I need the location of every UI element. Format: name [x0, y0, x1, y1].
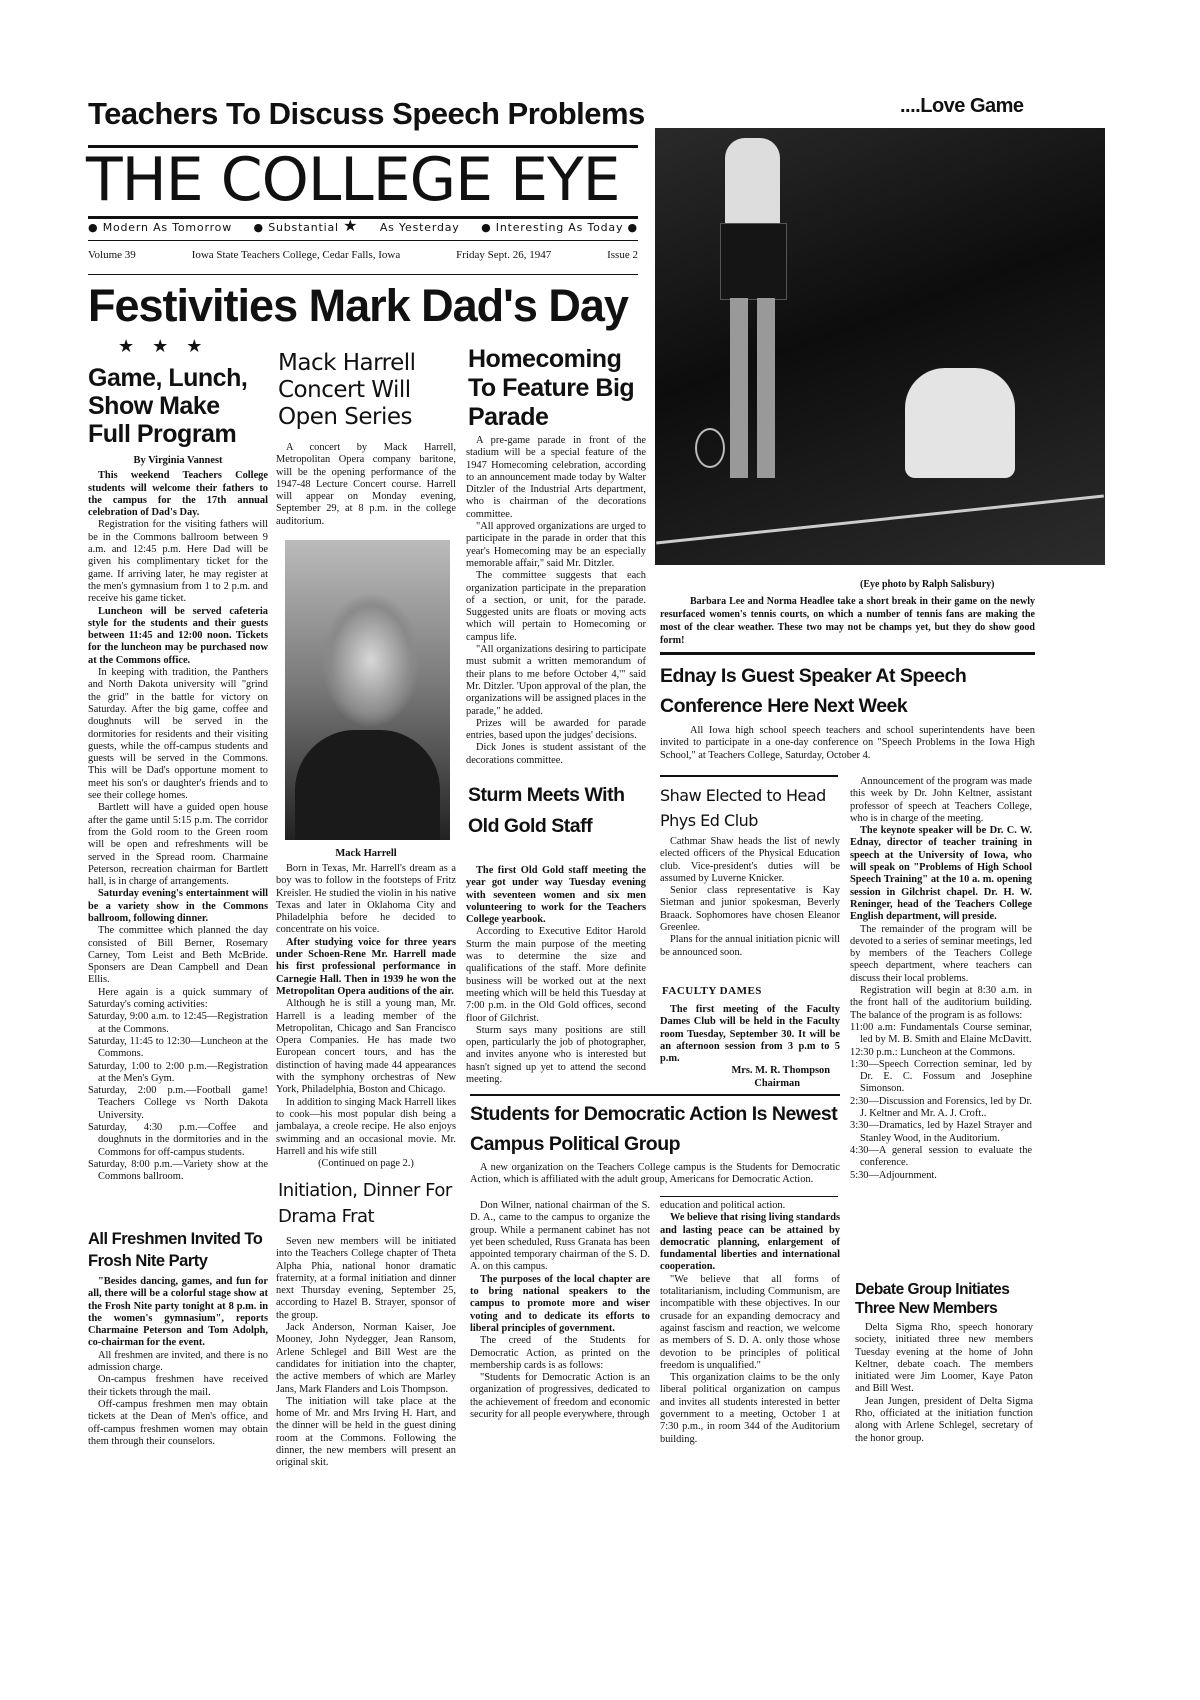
photo-credit: (Eye photo by Ralph Salisbury) [860, 579, 995, 590]
harrell-article [276, 863, 456, 1170]
paragraph: Although he is still a young man, Mr. Harrell is a leading member of the Metropolitan, Chicago and San Francisco Opera Companies. He has made two European concert tours, and has the distinction of having made 44 appearances with the symphony orchestras of New York, Philadelphia, Boston and Chicago. [276, 998, 456, 1096]
paragraph: education and political action. [660, 1200, 786, 1211]
section-rule [660, 1196, 838, 1197]
paragraph: Delta Sigma Rho, speech honorary society, initiated three new members Tuesday evening at the home of John Keltner, debate coach. The members initiated were Jim Loomer, Kaye Paton and Bill West. [855, 1322, 1033, 1395]
issue-date: Friday Sept. 26, 1947 [456, 249, 552, 261]
paragraph: We believe that rising living standards and lasting peace can be attained by democratic planning, enlargement of fundamental liberties and international cooperation. [660, 1212, 841, 1273]
sda-intro [470, 1162, 840, 1187]
sda-article-left [470, 1200, 650, 1421]
schedule-item: Saturday, 1:00 to 2:00 p.m.—Registration at the Men's Gym. [88, 1060, 268, 1084]
schedule-item: Saturday, 4:30 p.m.—Coffee and doughnuts in the dormitories and in the Commons for off-campus students. [88, 1122, 268, 1158]
sturm-article [466, 865, 646, 1086]
paragraph: Announcement of the program was made this week by Dr. John Keltner, assistant professor of speech at Teachers College, who is in charge of the meeting. [850, 776, 1032, 824]
paragraph: "All organizations desiring to participate must submit a written memorandum of their plans to me before October 4,'" said Mr. Ditzler. 'Upon approval of the plan, the organizations will be assigned places in the parade," he added. [466, 644, 646, 717]
photo-caption: Barbara Lee and Norma Headlee take a short break in their game on the newly resurfaced women's tennis courts, on which a number of tennis fans are making the most of the clear weather. These two may not be champs yet, but they do show good form! [660, 596, 1035, 646]
schedule-item: 4:30—A general session to evaluate the conference. [850, 1144, 1032, 1169]
paragraph: Jean Jungen, president of Delta Sigma Rho, officiated at the initiation function along with Arlene Schlegel, secretary of the honor group. [855, 1395, 1033, 1444]
harrell-photo-caption: Mack Harrell [335, 848, 397, 859]
frosh-article [88, 1276, 268, 1448]
volume: Volume 39 [88, 249, 136, 261]
paragraph: This weekend Teachers College students will welcome their fathers to the campus for the 17th annual celebration of Dad's Day. [88, 470, 268, 519]
debate-headline: Debate Group Initiates Three New Members [855, 1281, 1010, 1317]
paragraph: Sturm says many positions are still open, particularly the job of photographer, and invites anyone who is interested but hasn't signed up yet to attend the second meeting. [466, 1024, 646, 1086]
slogan-part: ● Modern As Tomorrow [88, 221, 232, 234]
stars-ornament: ★ ★ ★ [118, 336, 203, 356]
continued-note: (Continued on page 2.) [318, 1158, 414, 1170]
harrell-headline: Mack Harrell Concert Will Open Series [278, 350, 416, 430]
ednay-headline: Ednay Is Guest Speaker At Speech Conference Here Next Week [660, 665, 967, 717]
player-standing-skirt [720, 223, 787, 300]
paragraph: The first Old Gold staff meeting the year got under way Tuesday evening with seventeen women and six men volunteering to work for the Teachers College yearbook. [466, 865, 646, 926]
dames-article [660, 1004, 840, 1090]
schedule-item: Saturday, 9:00 a.m. to 12:45—Registration at the Commons. [88, 1011, 268, 1035]
dads-day-headline: Game, Lunch, Show Make Full Program [88, 364, 248, 448]
paragraph: Don Wilner, national chairman of the S. D. A., came to the campus to organize the group. While a permanent cabinet has not yet been scheduled, Russ Granata has been appointed temporary chairman of the S. D. A. on this campus. [470, 1200, 650, 1273]
paragraph: Plans for the annual initiation picnic will be announced soon. [660, 934, 840, 958]
paragraph: In addition to singing Mack Harrell likes to cook—his most popular dish being a jambalaya, a creole recipe. He also enjoys swimming and an occasional movie. Mr. Harrell and his wife still [276, 1096, 456, 1157]
ednay-article [850, 776, 1032, 1182]
schedule-item: 12:30 p.m.: Luncheon at the Commons. [850, 1046, 1016, 1058]
paragraph: The committee suggests that each organization participate in the preparation of a section, or unit, for the parade. Suggested units are floats or moving acts which will pertain to Homecoming or campus life. [466, 570, 646, 643]
signer: Mrs. M. R. Thompson [731, 1065, 830, 1077]
schedule-item: Saturday, 2:00 p.m.—Football game! Teachers College vs North Dakota University. [88, 1085, 268, 1121]
paragraph: Saturday evening's entertainment will be a variety show in the Commons ballroom, following dinner. [88, 888, 268, 924]
top-headline: Teachers To Discuss Speech Problems [88, 96, 645, 131]
paragraph: The creed of the Students for Democratic Action, as printed on the membership cards is as follows: [470, 1335, 650, 1371]
shaw-headline: Shaw Elected to Head Phys Ed Club [660, 786, 826, 830]
court-line [656, 494, 1104, 544]
paragraph: The initiation will take place at the home of Mr. and Mrs Irving H. Hart, and the dinner will be held in the guest dining room at the Commons. Following the dinner, the new members will present an original skit. [276, 1395, 456, 1469]
slogan-part: As Yesterday [379, 221, 460, 234]
paragraph: Registration for the visiting fathers will be in the Commons ballroom between 9 a.m. and 12:45 p.m. Here Dad will be given his complimentary ticket for the game. If arriving later, he may register at the men's gymnasium from 1 to 2 p.m. and receive his game ticket. [88, 519, 268, 605]
section-rule [660, 652, 1035, 655]
schedule-item: Saturday, 8:00 p.m.—Variety show at the Commons ballroom. [88, 1158, 268, 1183]
homecoming-article [466, 435, 646, 767]
section-rule [660, 775, 838, 777]
paragraph: Prizes will be awarded for parade entries, based upon the judges' decisions. [466, 717, 646, 742]
player-standing-legs [730, 298, 775, 478]
paragraph: All Iowa high school speech teachers and school superintendents have been invited to participate in a one-day conference on "Speech Problems in the Iowa High School," at Teachers College, Saturday, October 4. [660, 725, 1035, 761]
section-rule [470, 1094, 840, 1096]
masthead-slogan [88, 216, 638, 235]
harrell-article-intro [276, 442, 456, 528]
masthead-title: THE COLLEGE EYE [86, 145, 620, 215]
paragraph: Jack Anderson, Norman Kaiser, Joe Mooney, John Nydegger, Jean Ransom, Arlene Schlegel and Bill West are the candidates for initiation into the chapter, the active members of which are Marley Jans, Mark Flanders and Lois Thompson. [276, 1322, 456, 1395]
byline: By Virginia Vannest [133, 455, 223, 466]
sturm-headline: Sturm Meets With Old Gold Staff [468, 784, 625, 837]
paragraph: The remainder of the program will be devoted to a series of seminar meetings, led by members of the Teachers College speech department, where teachers can discuss their local problems. [850, 923, 1032, 984]
love-game-teaser: ....Love Game [900, 95, 1024, 117]
paragraph: The keynote speaker will be Dr. C. W. Ednay, director of teacher training in speech at the University of Iowa, who will speak on "Problems of High School Speech Training" at the 10 a. m. opening session in Gilchrist chapel. Dr. H. W. Reninger, head of the Teachers College English department, will preside. [850, 825, 1032, 923]
paragraph: "Students for Democratic Action is an organization of progressives, dedicated to the achievement of freedom and economic security for all people everywhere, through [470, 1372, 650, 1421]
main-headline: Festivities Mark Dad's Day [88, 280, 628, 331]
paragraph: The committee which planned the day consisted of Bill Berner, Rosemary Carney, Tom Leist and Beth McBride. Sponsers are Dean Campbell and Dean Ellis. [88, 925, 268, 986]
schedule-item: 11:00 a.m: Fundamentals Course seminar, led by M. B. Smith and Elaine McDavitt. [850, 1021, 1032, 1046]
shaw-article [660, 836, 840, 959]
masthead-rule [88, 274, 638, 275]
player-kneeling [905, 368, 1015, 478]
mack-harrell-photo [285, 540, 450, 840]
paragraph: "Besides dancing, games, and fun for all, there will be a colorful stage show at the Frosh Nite party tonight at 8 p.m. in the women's gymnasium", reports Charmaine Peterson and Tom Adolph, co-chairman for the event. [88, 1276, 268, 1349]
paragraph: A new organization on the Teachers College campus is the Students for Democratic Action, which is affiliated with the adult group, Americans for Democratic Action. [470, 1162, 840, 1186]
player-standing [725, 138, 780, 228]
paragraph: "All approved organizations are urged to participate in the parade in order that this year's Homecoming may be an especially memorable affair," said Mr. Ditzler. [466, 521, 646, 569]
paragraph: In keeping with tradition, the Panthers and North Dakota university will "grind the grid" in the battle for victory on Saturday. After the big game, coffee and doughnuts will be served in the dormitories for residents and their visiting guests, while the off-campus students and guests will be served in the Commons. This will be Dad's opportune moment to meet his son's or daughter's friends and to see their college homes. [88, 667, 268, 802]
paragraph: Cathmar Shaw heads the list of newly elected officers of the Physical Education club. Vice-president's duties will be assumed by Luverne Knicker. [660, 836, 840, 884]
schedule-item: Saturday, 11:45 to 12:30—Luncheon at the Commons. [88, 1035, 268, 1060]
paragraph: A concert by Mack Harrell, Metropolitan Opera company baritone, will be the opening performance of the 1947-48 Lecture Concert course. Harrell will appear on Monday evening, September 29, at 8 p.m. in the college auditorium. [276, 442, 456, 527]
masthead-rule [88, 216, 638, 219]
slogan-part: ● Substantial ★ [253, 216, 359, 235]
tennis-racket-icon [695, 428, 725, 468]
paragraph: Dick Jones is student assistant of the decorations committee. [466, 742, 646, 766]
paragraph: Born in Texas, Mr. Harrell's dream as a boy was to follow in the footsteps of Fritz Kreisler. He studied the violin in his native Texas and later in Oklahoma City and Philadelphia before he decided to concentrate on his voice. [276, 863, 456, 936]
paragraph: All freshmen are invited, and there is no admission charge. [88, 1349, 268, 1374]
paragraph: The purposes of the local chapter are to bring national speakers to the campus to promote more and wiser voting and to dedicate its efforts to liberal principles of government. [470, 1273, 650, 1334]
suit-shape [295, 730, 440, 840]
drama-article [276, 1236, 456, 1470]
masthead-info-line [88, 249, 638, 261]
dames-headline: FACULTY DAMES [662, 985, 762, 997]
paragraph: After studying voice for three years under Schoen-Rene Mr. Harrell made his first professional performance in Carnegie Hall. Then in 1939 he won the Metropolitan Opera auditions of the air. [276, 936, 456, 997]
paragraph: This organization claims to be the only liberal political organization on campus and invites all students interested in better government to a meeting, October 1 at 7:30 p.m., in room 344 of the Auditorium building. [660, 1372, 840, 1445]
paragraph: Registration will begin at 8:30 a.m. in the front hall of the auditorium building. The balance of the program is as follows: [850, 985, 1032, 1021]
paragraph: According to Executive Editor Harold Sturm the main purpose of the meeting was to determine the size and qualifications of the staff. More definite business will be worked out at the next meeting which will be held this Tuesday at 7:00 p.m. in the Old Gold offices, second floor of Gilchrist. [466, 926, 646, 1024]
frosh-headline: All Freshmen Invited To Frosh Nite Party [88, 1230, 263, 1270]
issue-number: Issue 2 [607, 249, 638, 261]
debate-article [855, 1322, 1033, 1445]
dads-day-article [88, 455, 268, 1184]
paragraph: A pre-game parade in front of the stadium will be a special feature of the 1947 Homecoming celebration, according to an announcement made today by Walter Ditzler of the Industrial Arts department, who is chairman of the decorations committee. [466, 435, 646, 520]
ednay-intro [660, 725, 1035, 762]
homecoming-headline: Homecoming To Feature Big Parade [468, 345, 635, 431]
signer-title: Chairman [754, 1077, 800, 1089]
paragraph: "We believe that all forms of totalitarianism, including Communism, are incompatible with these objectives. In our crusade for an expanding democracy and against fascism and reaction, we welcome as members of S. D. A. only those whose devotion to be principles of political freedom is unqualified." [660, 1273, 840, 1371]
paragraph: Here again is a quick summary of Saturday's coming activities: [88, 986, 268, 1011]
paragraph: Luncheon will be served cafeteria style for the students and their guests between 11:45 and 12:00 noon. Tickets for the luncheon may be purchased now at the Commons office. [88, 605, 268, 666]
paragraph: Seven new members will be initiated into the Teachers College chapter of Theta Alpha Phia, national honor dramatic fraternity, at a formal initiation and dinner next Thursday evening, September 25, according to Hazel B. Strayer, sponsor of the group. [276, 1236, 456, 1321]
drama-headline: Initiation, Dinner For Drama Frat [278, 1180, 452, 1227]
paragraph: Off-campus freshmen men may obtain tickets at the Dean of Men's office, and off-campus freshmen women may obtain them through their counselors. [88, 1398, 268, 1447]
tennis-photo [655, 128, 1105, 565]
schedule-item: 5:30—Adjournment. [850, 1169, 937, 1181]
school-name: Iowa State Teachers College, Cedar Falls, Iowa [191, 249, 401, 261]
star-icon: ★ [343, 216, 359, 235]
slogan-part: ● Interesting As Today ● [481, 221, 638, 234]
schedule-item: 1:30—Speech Correction seminar, led by Dr. E. C. Fossum and Josephine Simonson. [850, 1058, 1032, 1095]
paragraph: On-campus freshmen have received their tickets through the mail. [88, 1374, 268, 1398]
schedule-item: 2:30—Discussion and Forensics, led by Dr. J. Keltner and Mr. A. J. Croft.. [850, 1095, 1032, 1120]
paragraph: Senior class representative is Kay Sietman and junior spokesman, Beverly Braack. Sophomores have chosen Eleanor Greenlee. [660, 885, 840, 934]
sda-headline: Students for Democratic Action Is Newest Campus Political Group [470, 1103, 838, 1155]
sda-article-right [660, 1200, 840, 1446]
paragraph: The first meeting of the Faculty Dames Club will be held in the Faculty room Tuesday, September 30. It will be an afternoon session from 3 p.m to 5 p.m. [660, 1004, 840, 1065]
paragraph: Bartlett will have a guided open house after the game until 5:15 p.m. The corridor from the Gold room to the Green room will be open and refreshments will be served in the Spread room. Charmaine Peterson, recreation chairman for Bartlett hall, is in charge of arrangements. [88, 802, 268, 888]
masthead-rule [88, 240, 638, 241]
schedule-item: 3:30—Dramatics, led by Hazel Strayer and Stanley Wood, in the Auditorium. [850, 1120, 1032, 1144]
